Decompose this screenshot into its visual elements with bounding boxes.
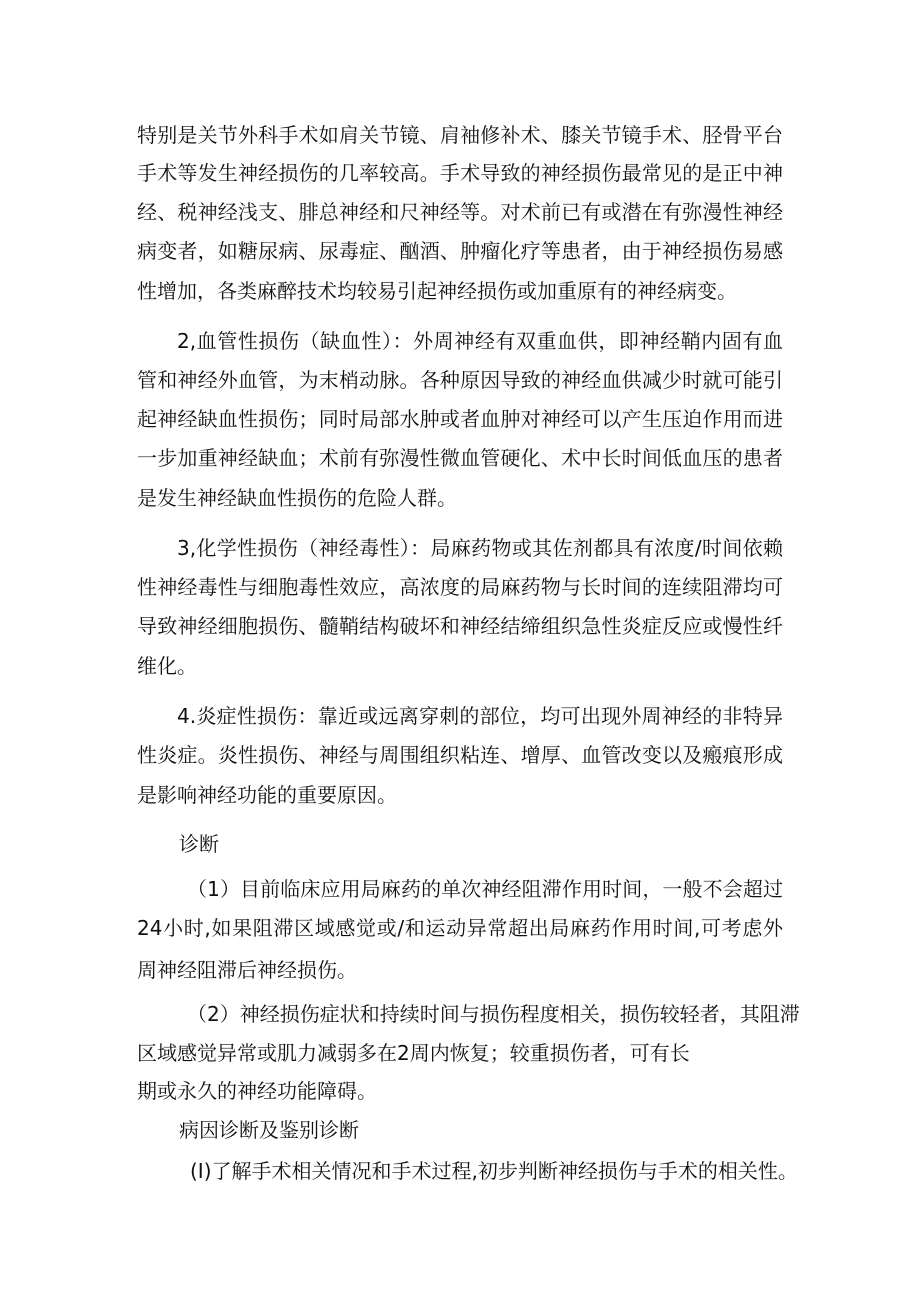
- paragraph-line: （2）神经损伤症状和持续时间与损伤程度相关，损伤较轻者，其阻滞: [187, 1002, 800, 1026]
- paragraph-line: 4.炎症性损伤：靠近或远离穿刺的部位，均可出现外周神经的非特异: [177, 704, 783, 728]
- paragraph-line: 是影响神经功能的重要原因。: [137, 783, 397, 807]
- paragraph-line: 导致神经细胞损伤、髓鞘结构破坏和神经结缔组织急性炎症反应或慢性纤: [137, 614, 783, 638]
- paragraph-line: 管和神经外血管，为末梢动脉。各种原因导致的神经血供减少时就可能引: [137, 368, 783, 392]
- paragraph-line: 24小时,如果阻滞区域感觉或/和运动异常超出局麻药作用时间,可考虑外: [137, 916, 783, 940]
- paragraph-line: 性炎症。炎性损伤、神经与周围组织粘连、增厚、血管改变以及瘢痕形成: [137, 743, 783, 767]
- paragraph-line: 起神经缺血性损伤；同时局部水肿或者血肿对神经可以产生压迫作用而进: [137, 407, 783, 431]
- paragraph-line: 2,血管性损伤（缺血性）：外周神经有双重血供，即神经鞘内固有血: [177, 329, 783, 353]
- paragraph-line: 期或永久的神经功能障碍。: [137, 1079, 377, 1103]
- paragraph-line: 特别是关节外科手术如肩关节镜、肩袖修补术、膝关节镜手术、胫骨平台: [137, 123, 783, 147]
- paragraph-line: 是发生神经缺血性损伤的危险人群。: [137, 486, 457, 510]
- paragraph-line: 性神经毒性与细胞毒性效应，高浓度的局麻药物与长时间的连续阻滞均可: [137, 575, 783, 599]
- paragraph-line: (I)了解手术相关情况和手术过程,初步判断神经损伤与手术的相关性。: [190, 1159, 798, 1183]
- paragraph-line: （1）目前临床应用局麻药的单次神经阻滞作用时间，一般不会超过: [187, 877, 783, 901]
- paragraph-line: 经、税神经浅支、腓总神经和尺神经等。对术前已有或潜在有弥漫性神经: [137, 200, 783, 224]
- section-heading: 诊断: [179, 832, 219, 856]
- paragraph-line: 维化。: [137, 654, 197, 678]
- paragraph-line: 3,化学性损伤（神经毒性）：局麻药物或其佐剂都具有浓度/时间依赖: [177, 536, 783, 560]
- paragraph-line: 区域感觉异常或肌力减弱多在2周内恢复；较重损伤者，可有长: [137, 1041, 690, 1065]
- paragraph-line: 周神经阻滞后神经损伤。: [137, 958, 357, 982]
- paragraph-line: 病变者，如糖尿病、尿毒症、酗酒、肿瘤化疗等患者，由于神经损伤易感: [137, 239, 783, 263]
- paragraph-line: 手术等发生神经损伤的几率较高。手术导致的神经损伤最常见的是正中神: [137, 161, 783, 185]
- paragraph-line: 一步加重神经缺血；术前有弥漫性微血管硬化、术中长时间低血压的患者: [137, 446, 783, 470]
- paragraph-line: 性增加，各类麻醉技术均较易引起神经损伤或加重原有的神经病变。: [137, 279, 737, 303]
- section-heading: 病因诊断及鉴别诊断: [179, 1118, 359, 1142]
